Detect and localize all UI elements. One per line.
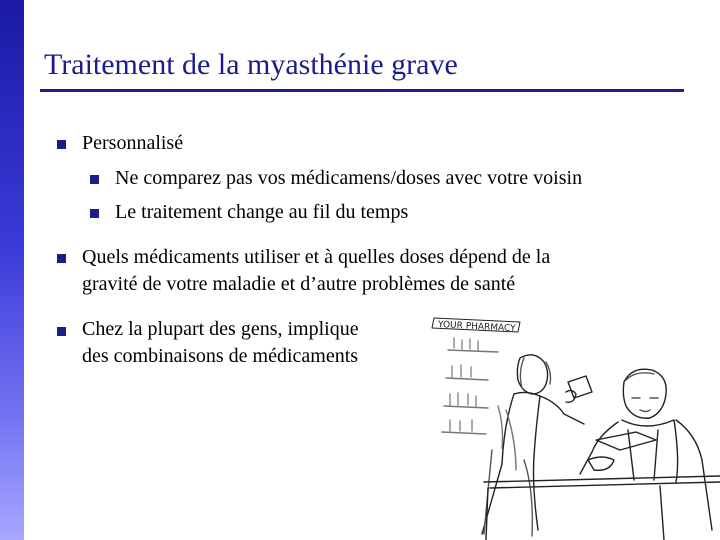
pharmacy-sign xyxy=(432,318,520,334)
bullet-personnalise: Personnalisé xyxy=(82,132,184,154)
slide-side-bar xyxy=(0,0,24,540)
bullet-marker xyxy=(57,140,66,149)
pharmacist-figure xyxy=(580,369,712,530)
sub-bullet-traitement-change: Le traitement change au fil du temps xyxy=(115,201,409,223)
bullet-combinaisons-line2: des combinaisons de médicaments xyxy=(82,345,359,367)
bullet-marker xyxy=(57,327,66,336)
title-underline xyxy=(40,89,684,92)
bullet-quels-medicaments-line1: Quels médicaments utiliser et à quelles doses dépend de la xyxy=(82,246,551,268)
slide-title: Traitement de la myasthénie grave xyxy=(44,48,458,81)
bullet-marker xyxy=(57,254,66,263)
customer-figure xyxy=(482,355,592,536)
sub-bullet-marker xyxy=(90,209,99,218)
bullet-quels-medicaments-line2: gravité de votre maladie et d’autre problèmes de santé xyxy=(82,273,516,295)
bullet-combinaisons-line1: Chez la plupart des gens, implique xyxy=(82,318,359,340)
pharmacist-cartoon-icon xyxy=(428,310,720,540)
sub-bullet-ne-comparez: Ne comparez pas vos médicamens/doses avec votre voisin xyxy=(115,167,583,189)
pharmacy-sign-text: YOUR PHARMACY xyxy=(437,320,516,335)
sub-bullet-marker xyxy=(90,175,99,184)
